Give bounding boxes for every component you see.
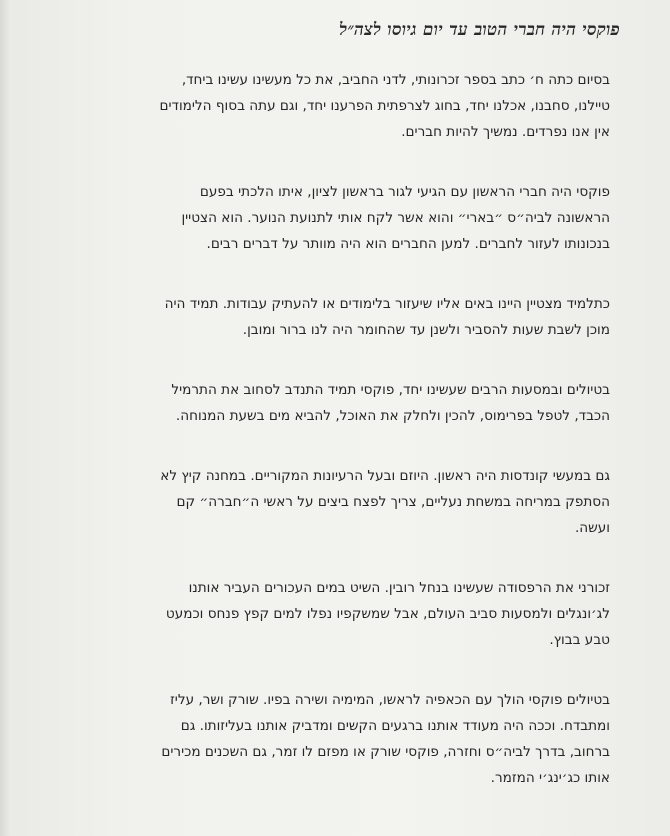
document-body [56, 67, 610, 825]
paragraph-6 [56, 575, 610, 653]
text-line: אותו כג׳ינג׳י המזמר. [490, 770, 610, 786]
text-line: כתלמיד מצטיין היינו באים אליו שיעזור בלימודים או להעתיק עבודות. תמיד היה [164, 296, 610, 312]
text-line: הכבד, לטפל בפרימוס, להכין ולחלק את האוכל, להביא מים בשעת המנוחה. [175, 408, 610, 424]
text-line: בסיום כתה ח׳ כתב בספר זכרונותי, לדני החביב, את כל מעשינו עשינו ביחד, [181, 72, 610, 88]
text-line: ועשה. [574, 520, 610, 536]
text-line: בטיולים פוקסי הולך עם הכאפיה לראשו, המימיה ושירה בפיו. שורק ושר, עליז [170, 692, 610, 708]
text-line: פוקסי היה חברי הראשון עם הגיעי לגור בראשון לציון, איתו הלכתי בפעם [199, 184, 610, 200]
text-line: בנכונותו לעזור לחברים. למען החברים הוא היה מוותר על דברים רבים. [206, 236, 610, 252]
text-line: לג׳ונגלים ולמסעות סביב העולם, אבל שמשקפיו נפלו למים קפץ פנחס וכמעט [165, 606, 610, 622]
paragraph-2 [56, 179, 610, 257]
text-line: בטיולים ובמסעות הרבים שעשינו יחד, פוקסי תמיד התנדב לסחוב את התרמיל [171, 382, 610, 398]
paragraph-1 [56, 67, 610, 145]
text-line: הראשונה לביה״ס ״בארי״ והוא אשר לקח אותי לתנועת הנוער. הוא הצטיין [181, 210, 610, 226]
text-line: גם במעשי קונדסות היה ראשון. היוזם ובעל הרעיונות המקוריים. במחנה קיץ לא [160, 468, 610, 484]
paragraph-3 [56, 291, 610, 343]
paragraph-4 [56, 377, 610, 429]
text-line: הסתפק במריחה במשחת נעליים, צריך לפצח ביצים על ראשי ה״חברה״ קם [176, 494, 610, 510]
text-line: מוכן לשבת שעות להסביר ולשנן עד שהחומר היה לנו ברור ומובן. [242, 322, 610, 338]
text-line: טבע בבוץ. [549, 632, 610, 648]
paragraph-5 [56, 463, 610, 541]
text-line: זכורני את הרפסודה שעשינו בנחל רובין. השיט במים העכורים העביר אותנו [188, 580, 610, 596]
text-line: אין אנו נפרדים. נמשיך להיות חברים. [401, 124, 610, 140]
text-line: ברחוב, בדרך לביה״ס וחזרה, פוקסי שורק או מפזם לו זמר, גם השכנים מכירים [161, 744, 610, 760]
page-edge-shadow [0, 0, 10, 836]
document-title: פוקסי היה חברי הטוב עד יום גיוסו לצה״ל [339, 20, 620, 40]
text-line: ומתבדח. וככה היה מעודד אותנו ברגעים הקשים ומדביק אותנו בעליזותו. גם [180, 718, 610, 734]
text-line: טיילנו, סחבנו, אכלנו יחד, בחוג לצרפתית הפרענו יחד, וגם עתה בסוף הלימודים [159, 98, 610, 114]
paragraph-7 [56, 687, 610, 791]
